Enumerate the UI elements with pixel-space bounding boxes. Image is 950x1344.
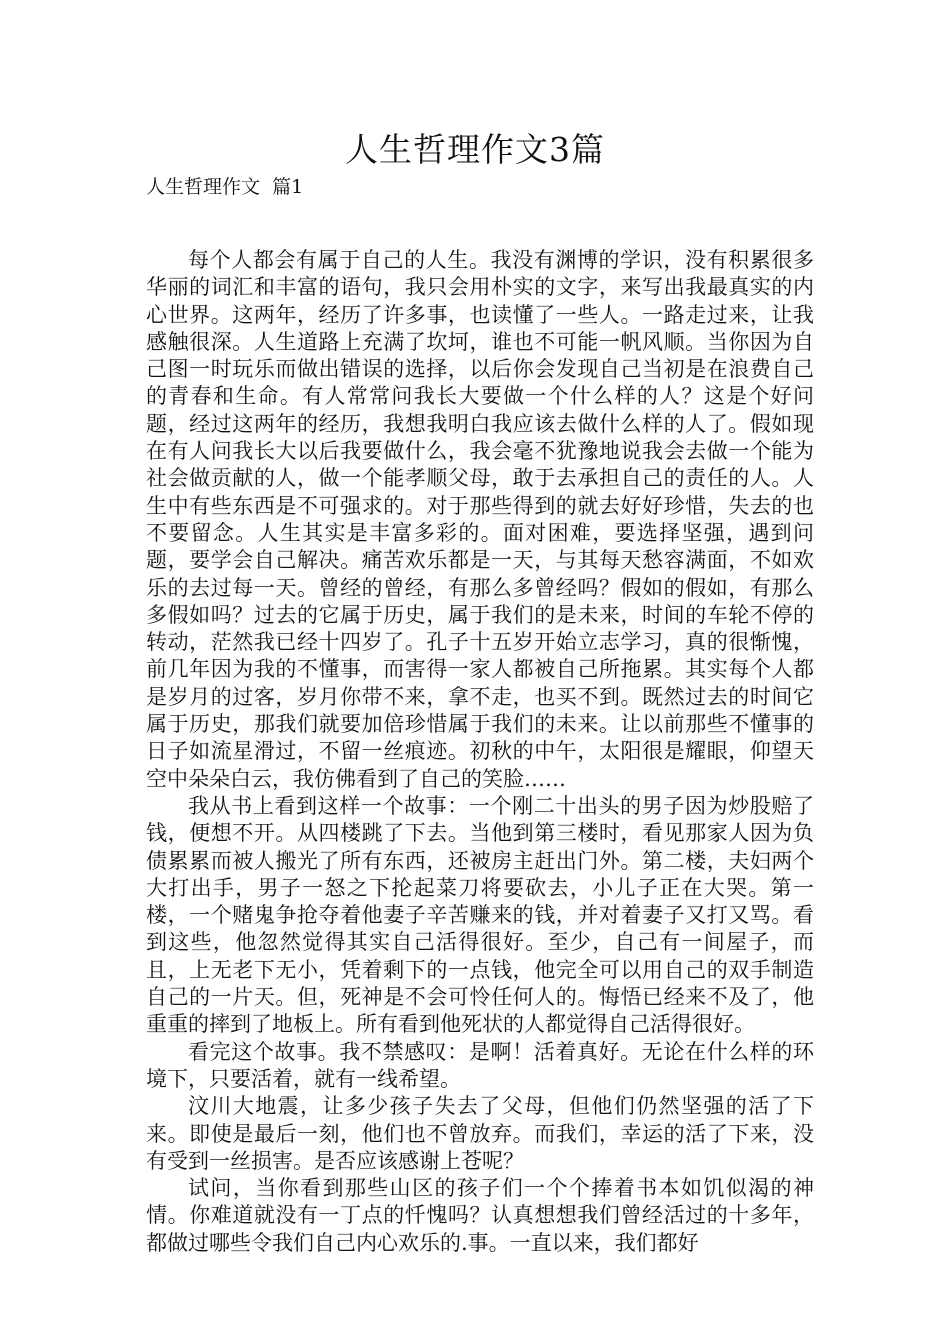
paragraph-3: 看完这个故事。我不禁感叹：是啊！活着真好。无论在什么样的环境下，只要活着，就有一线希望。: [146, 1039, 814, 1091]
section-heading: 人生哲理作文 篇1: [146, 176, 304, 198]
paragraph-1: 每个人都会有属于自己的人生。我没有渊博的学识，没有积累很多华丽的词汇和丰富的语句，我只会用朴实的文字，来写出我最真实的内心世界。这两年，经历了许多事，也读懂了一些人。一路走过来，让我感触很深。人生道路上充满了坎坷，谁也不可能一帆风顺。当你因为自己图一时玩乐而做出错误的选择，以后你会发现自己当初是在浪费自己的青春和生命。有人常常问我长大要做一个什么样的人？这是个好问题，经过这两年的经历，我想我明白我应该去做什么样的人了。假如现在有人问我长大以后我要做什么，我会毫不犹豫地说我会去做一个能为社会做贡献的人，做一个能孝顺父母，敢于去承担自己的责任的人。人生中有些东西是不可强求的。对于那些得到的就去好好珍惜，失去的也不要留念。人生其实是丰富多彩的。面对困难，要选择坚强，遇到问题，要学会自己解决。痛苦欢乐都是一天，与其每天愁容满面，不如欢乐的去过每一天。曾经的曾经，有那么多曾经吗？假如的假如，有那么多假如吗？过去的它属于历史，属于我们的是未来，时间的车轮不停的转动，茫然我已经十四岁了。孔子十五岁开始立志学习，真的很惭愧，前几年因为我的不懂事，而害得一家人都被自己所拖累。其实每个人都是岁月的过客，岁月你带不来，拿不走，也买不到。既然过去的时间它属于历史，那我们就要加倍珍惜属于我们的未来。让以前那些不懂事的日子如流星滑过，不留一丝痕迹。初秋的中午，太阳很是耀眼，仰望天空中朵朵白云，我仿佛看到了自己的笑脸……: [146, 248, 814, 791]
paragraph-4: 汶川大地震，让多少孩子失去了父母，但他们仍然坚强的活了下来。即使是最后一刻，他们也不曾放弃。而我们，幸运的活了下来，没有受到一丝损害。是否应该感谢上苍呢？: [146, 1094, 814, 1173]
document-title: 人生哲理作文3篇: [345, 130, 605, 169]
paragraph-2: 我从书上看到这样一个故事：一个刚二十出头的男子因为炒股赔了钱，便想不开。从四楼跳了下去。当他到第三楼时，看见那家人因为负债累累而被人搬光了所有东西，还被房主赶出门外。第二楼，夫妇两个大打出手，男子一怒之下抡起菜刀将要砍去，小儿子正在大哭。第一楼，一个赌鬼争抢夺着他妻子辛苦赚来的钱，并对着妻子又打又骂。看到这些，他忽然觉得其实自己活得很好。至少，自己有一间屋子，而且，上无老下无小，凭着剩下的一点钱，他完全可以用自己的双手制造自己的一片天。但，死神是不会可怜任何人的。悔悟已经来不及了，他重重的摔到了地板上。所有看到他死状的人都觉得自己活得很好。: [146, 793, 814, 1037]
paragraph-5: 试问，当你看到那些山区的孩子们一个个捧着书本如饥似渴的神情。你难道就没有一丁点的忏愧吗？认真想想我们曾经活过的十多年，都做过哪些令我们自己内心欢乐的.事。一直以来，我们都好: [146, 1176, 814, 1255]
document-body: [146, 247, 814, 1257]
